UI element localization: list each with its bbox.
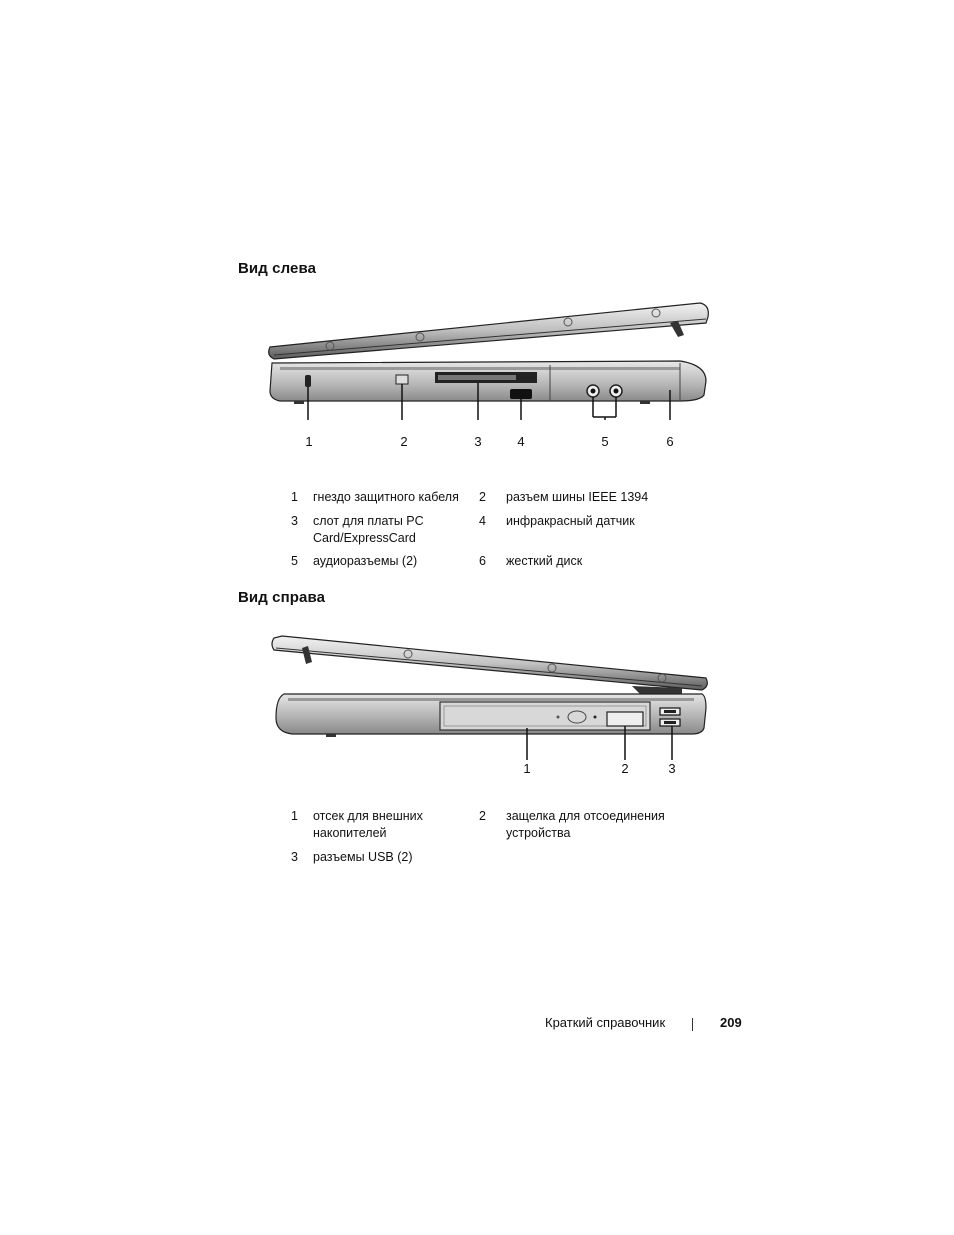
legend-num: 2 <box>479 490 486 504</box>
right-callout-3: 3 <box>668 761 676 776</box>
legend-num: 3 <box>291 850 298 864</box>
legend-num: 4 <box>479 514 486 528</box>
legend-text: разъем шины IEEE 1394 <box>506 490 649 504</box>
legend-text: разъемы USB (2) <box>313 850 413 864</box>
legend-text: гнездо защитного кабеля <box>313 490 459 504</box>
legend-text: жесткий диск <box>506 554 583 568</box>
legend-text: аудиоразъемы (2) <box>313 554 418 568</box>
legend-num: 3 <box>291 514 298 528</box>
laptop-right-side-illustration <box>262 628 722 760</box>
left-callout-1: 1 <box>305 434 313 449</box>
left-callout-4: 4 <box>517 434 525 449</box>
legend-text: инфракрасный датчик <box>506 514 635 528</box>
left-view-heading: Вид слева <box>238 260 317 277</box>
laptop-left-side-illustration <box>260 295 720 420</box>
legend-num: 1 <box>291 490 298 504</box>
right-callout-2: 2 <box>621 761 629 776</box>
footer-section-title: Краткий справочник <box>545 1015 666 1030</box>
legend-num: 5 <box>291 554 298 568</box>
legend-text: отсек для внешних накопителей <box>313 809 423 840</box>
page-number: 209 <box>720 1015 742 1030</box>
left-callout-3: 3 <box>474 434 482 449</box>
legend-text: слот для платы PC Card/ExpressCard <box>313 514 424 545</box>
footer-separator <box>692 1018 693 1031</box>
right-view-heading: Вид справа <box>238 589 326 606</box>
left-callout-6: 6 <box>666 434 674 449</box>
left-callout-2: 2 <box>400 434 408 449</box>
left-callout-5: 5 <box>601 434 609 449</box>
legend-num: 1 <box>291 809 298 823</box>
legend-text: защелка для отсоединения устройства <box>506 809 665 840</box>
right-callout-1: 1 <box>523 761 531 776</box>
legend-num: 6 <box>479 554 486 568</box>
legend-num: 2 <box>479 809 486 823</box>
